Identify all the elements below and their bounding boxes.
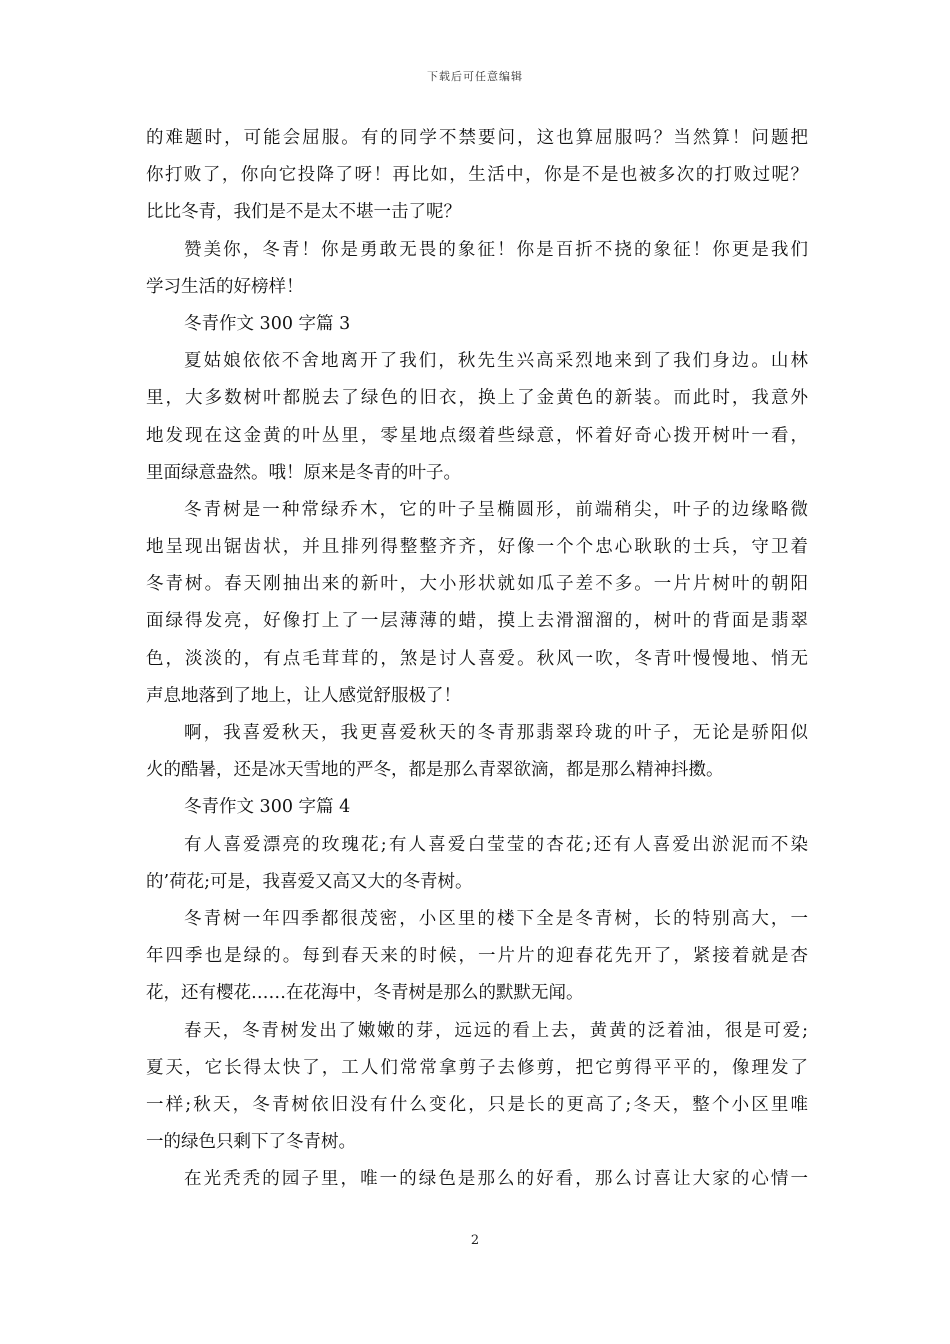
text-line: 色，淡淡的，有点毛茸茸的，煞是讨人喜爱。秋风一吹，冬青叶慢慢地、悄无 [146, 648, 808, 669]
text-line: 地呈现出锯齿状，并且排列得整整齐齐，好像一个个忠心耿耿的士兵，守卫着 [146, 537, 808, 558]
text-line: 声息地落到了地上，让人感觉舒服极了！ [146, 685, 461, 706]
paragraph-start: 春天，冬青树发出了嫩嫩的芽，远远的看上去，黄黄的泛着油，很是可爱; [184, 1020, 808, 1041]
text-line: 的难题时，可能会屈服。有的同学不禁要问，这也算屈服吗？当然算！问题把 [146, 128, 808, 148]
text-line: 里，大多数树叶都脱去了绿色的旧衣，换上了金黄色的新装。而此时，我意外 [146, 388, 808, 409]
paragraph-start: 有人喜爱漂亮的玫瑰花;有人喜爱白莹莹的杏花;还有人喜爱出淤泥而不染 [184, 834, 808, 855]
text-line: 学习生活的好榜样！ [146, 276, 304, 297]
text-line: 地发现在这金黄的叶丛里，零星地点缀着些绿意，怀着好奇心拨开树叶一看， [146, 425, 808, 446]
document-body [146, 120, 808, 1198]
text-line: 冬青树。春天刚抽出来的新叶，大小形状就如瓜子差不多。一片片树叶的朝阳 [146, 574, 808, 595]
text-line: 年四季也是绿的。每到春天来的时候，一片片的迎春花先开了，紧接着就是杏 [146, 946, 808, 967]
text-line: 里面绿意盎然。哦！原来是冬青的叶子。 [146, 462, 461, 483]
paragraph-start: 赞美你，冬青！你是勇敢无畏的象征！你是百折不挠的象征！你更是我们 [184, 239, 808, 260]
page-number: 2 [470, 1233, 480, 1248]
text-line: 一样;秋天，冬青树依旧没有什么变化，只是长的更高了;冬天，整个小区里唯 [146, 1094, 808, 1115]
text-line: 一的绿色只剩下了冬青树。 [146, 1132, 356, 1153]
paragraph-start: 冬青树一年四季都很茂密，小区里的楼下全是冬青树，长的特别高大，一 [184, 908, 808, 929]
section-heading: 冬青作文 300 字篇 3 [184, 313, 351, 334]
text-line: 花，还有樱花……在花海中，冬青树是那么的默默无闻。 [146, 983, 584, 1004]
paragraph-start: 夏姑娘依依不舍地离开了我们，秋先生兴高采烈地来到了我们身边。山林 [184, 351, 808, 372]
text-line: 的’荷花;可是，我喜爱又高又大的冬青树。 [146, 871, 473, 892]
section-heading: 冬青作文 300 字篇 4 [184, 797, 351, 818]
text-line: 面绿得发亮，好像打上了一层薄薄的蜡，摸上去滑溜溜的，树叶的背面是翡翠 [146, 611, 808, 632]
text-line: 比比冬青，我们是不是太不堪一击了呢？ [146, 202, 461, 223]
text-line: 火的酷暑，还是冰天雪地的严冬，都是那么青翠欲滴，都是那么精神抖擞。 [146, 760, 724, 781]
paragraph-start: 啊，我喜爱秋天，我更喜爱秋天的冬青那翡翠玲珑的叶子，无论是骄阳似 [184, 723, 808, 743]
text-line: 夏天，它长得太快了，工人们常常拿剪子去修剪，把它剪得平平的，像理发了 [146, 1057, 808, 1078]
page-header: 下载后可任意编辑 [427, 70, 523, 83]
text-line: 你打败了，你向它投降了呀！再比如，生活中，你是不是也被多次的打败过呢？ [146, 165, 808, 186]
paragraph-start: 冬青树是一种常绿乔木，它的叶子呈椭圆形，前端稍尖，叶子的边缘略微 [184, 499, 808, 520]
paragraph-start: 在光秃秃的园子里，唯一的绿色是那么的好看，那么讨喜让大家的心情一 [184, 1169, 808, 1190]
